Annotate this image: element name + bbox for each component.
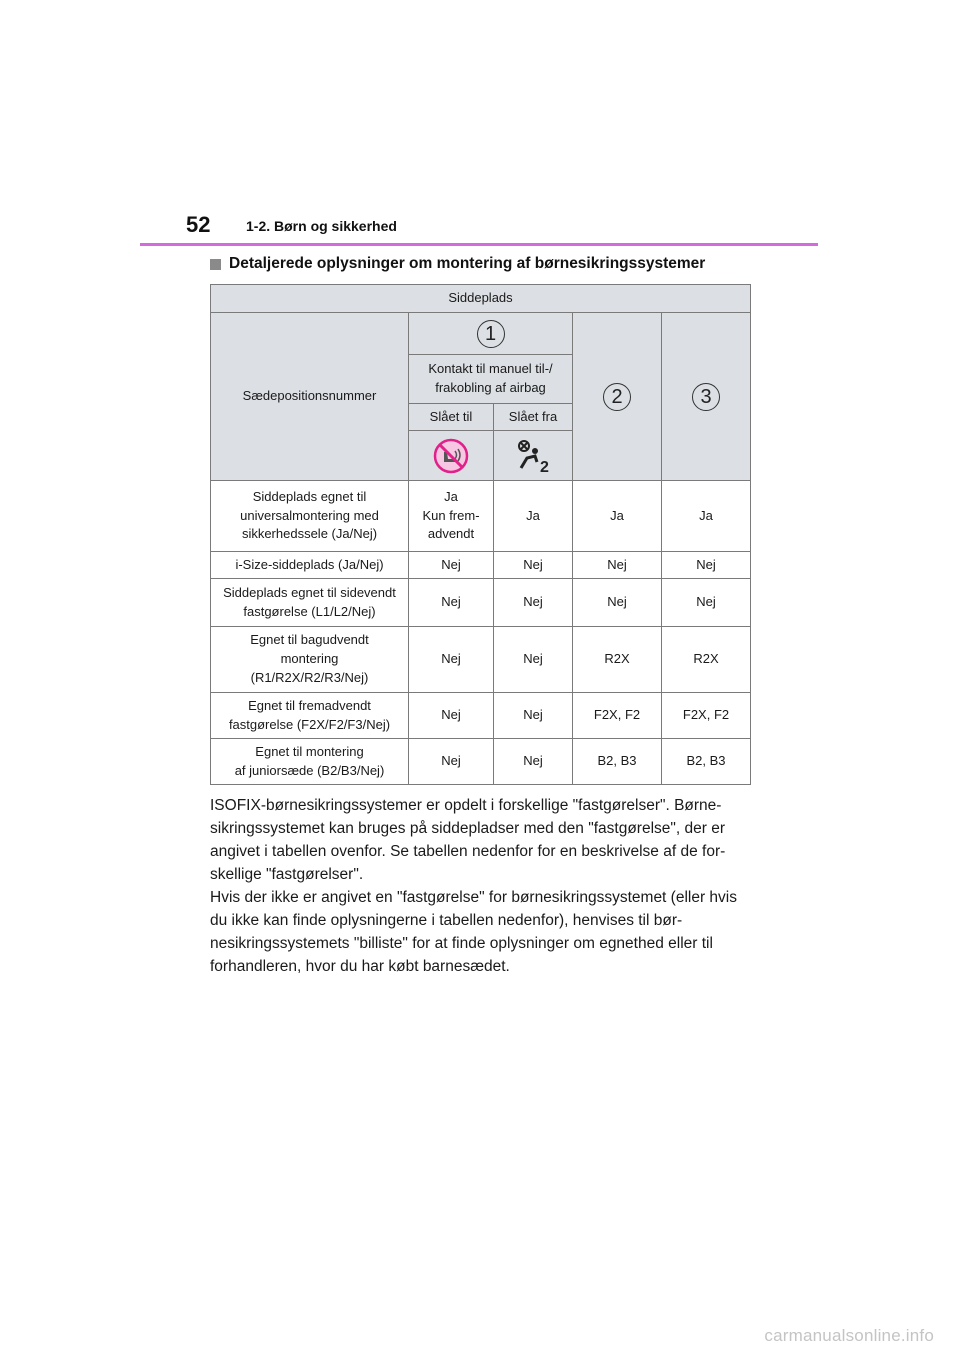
cell-seat-2: F2X, F2 <box>573 693 662 739</box>
row-label <box>211 481 409 552</box>
switch-state-off: Slået fra <box>508 408 558 424</box>
row-label-line: Siddeplads egnet til <box>252 488 367 504</box>
row-label-line: Egnet til fremadvendt <box>248 697 371 713</box>
table-title-cell <box>211 285 751 313</box>
cell-airbag-on: Nej <box>409 693 494 739</box>
row-label <box>211 627 409 693</box>
cell-airbag-on: Nej <box>409 739 494 785</box>
row-label-line: fastgørelse (F2X/F2/F3/Nej) <box>228 716 391 732</box>
row-label <box>211 739 409 785</box>
cell-airbag-off: Nej <box>494 739 573 785</box>
cell-seat-2: Nej <box>573 552 662 579</box>
airbag-switch-line-2: frakobling af airbag <box>435 380 546 395</box>
seat-1-header <box>409 313 573 355</box>
cell-airbag-on: Nej <box>409 579 494 627</box>
cell-seat-3: B2, B3 <box>662 739 751 785</box>
row-label-line: (R1/R2X/R2/R3/Nej) <box>250 669 369 685</box>
page-number: 52 <box>186 212 211 237</box>
cell-seat-2: Nej <box>573 579 662 627</box>
row-label-line: Egnet til montering <box>255 743 364 759</box>
airbag-off-child-seat-icon <box>433 438 469 474</box>
cell-seat-3: Nej <box>662 552 751 579</box>
cell-seat-3: F2X, F2 <box>662 693 751 739</box>
airbag-off-icon-cell <box>409 431 494 481</box>
body-text <box>210 794 754 978</box>
cell-seat-2: R2X <box>573 627 662 693</box>
seat-position-label: Sædepositionsnummer <box>242 388 377 404</box>
switch-state-on: Slået til <box>429 408 473 424</box>
svg-text:2: 2 <box>540 458 549 474</box>
row-label-line: i-Size-siddeplads (Ja/Nej) <box>235 556 384 572</box>
watermark: carmanualsonline.info <box>764 1326 934 1345</box>
cell-airbag-on: Nej <box>409 552 494 579</box>
airbag-switch-label-cell <box>409 355 573 404</box>
cell-airbag-on: Nej <box>409 627 494 693</box>
cell-airbag-off: Nej <box>494 693 573 739</box>
cell-seat-2: Ja <box>573 481 662 552</box>
child-seat-icon-cell <box>494 431 573 481</box>
child-seat-group-2-icon <box>513 438 553 474</box>
body-paragraph-2: Hvis der ikke er angivet en "fastgørelse" for børnesikringssystemet (eller hvis du ikke kan finde oplysningerne i tabellen nedenfor), henvises til bør-nesikringssystemets "billiste" for at finde oplysninger om egnethed eller til forhandleren, hvor du har købt barnesædet. <box>210 889 737 975</box>
cell-airbag-off: Ja <box>494 481 573 552</box>
cell-airbag-off: Nej <box>494 552 573 579</box>
cell-value: advendt <box>427 526 475 542</box>
switch-on-header <box>409 404 494 431</box>
cell-value: Ja <box>444 488 458 504</box>
cell-seat-3: Ja <box>662 481 751 552</box>
section-title: 1-2. Børn og sikkerhed <box>246 218 397 234</box>
row-label-line: Egnet til bagudvendt <box>250 632 369 648</box>
switch-off-header <box>494 404 573 431</box>
row-label <box>211 579 409 627</box>
cell-seat-3: Nej <box>662 579 751 627</box>
cell-airbag-off: Nej <box>494 579 573 627</box>
body-paragraph-1: ISOFIX-børnesikringssystemer er opdelt i forskellige "fastgørelser". Børne-sikringssystemet kan bruges på siddepladser med den "fastgørelse", der er angivet i tabellen ovenfor. Se tabellen nedenfor for en beskrivelse af de for-skellige "fastgørelser". <box>210 797 726 883</box>
seat-3-header <box>662 313 751 481</box>
row-label-line: sikkerhedssele (Ja/Nej) <box>241 526 378 542</box>
row-label-line: universalmontering med <box>240 507 379 523</box>
subsection-heading <box>210 255 705 273</box>
row-label <box>211 693 409 739</box>
row-label-line: af juniorsæde (B2/B3/Nej) <box>234 762 385 778</box>
airbag-switch-line-1: Kontakt til manuel til-/ <box>428 361 553 377</box>
cell-seat-2: B2, B3 <box>573 739 662 785</box>
seat-number-2: 2 <box>603 383 631 411</box>
seat-suitability-table <box>210 284 751 785</box>
seat-position-label-cell <box>211 313 409 481</box>
seat-number-3: 3 <box>692 383 720 411</box>
cell-seat-3: R2X <box>662 627 751 693</box>
square-bullet-icon <box>210 259 221 270</box>
cell-value: Kun frem- <box>422 507 480 523</box>
table-title: Siddeplads <box>448 290 513 306</box>
cell-airbag-off: Nej <box>494 627 573 693</box>
seat-2-header <box>573 313 662 481</box>
subsection-title: Detaljerede oplysninger om montering af børnesikringssystemer <box>229 255 706 272</box>
row-label-line: montering <box>280 651 339 667</box>
cell-airbag-on <box>409 481 494 552</box>
row-label <box>211 552 409 579</box>
seat-number-1: 1 <box>477 320 505 348</box>
row-label-line: Siddeplads egnet til sidevendt <box>223 584 396 600</box>
header-divider <box>140 243 818 246</box>
row-label-line: fastgørelse (L1/L2/Nej) <box>243 603 376 619</box>
